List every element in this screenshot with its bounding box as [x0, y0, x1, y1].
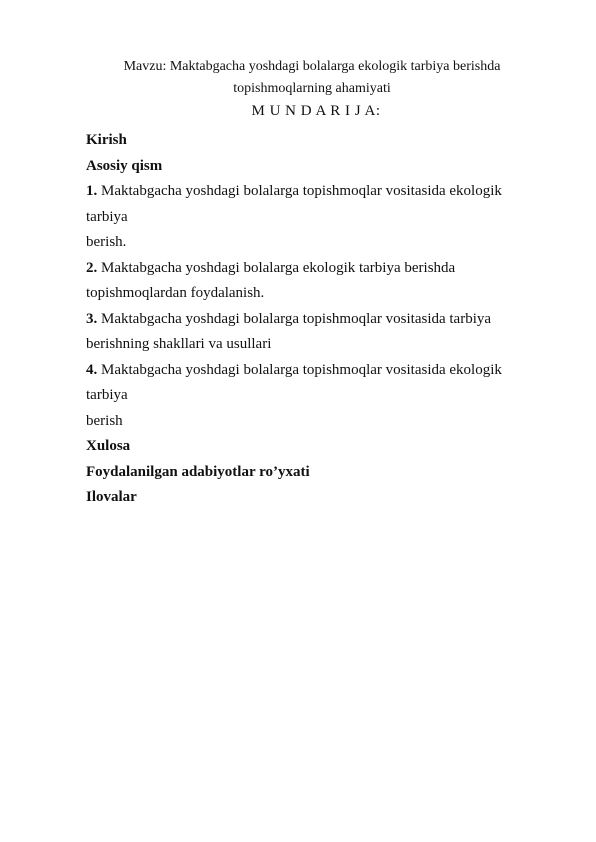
- topic-heading: [78, 56, 546, 100]
- toc-item-4-number: 4.: [86, 361, 98, 378]
- toc-entry-item-4-cont: berish: [86, 412, 123, 429]
- toc-entry-item-2-cont: topishmoqlardan foydalanish.: [86, 285, 265, 301]
- table-of-contents-title: M U N D A R I J A:: [251, 103, 381, 119]
- toc-item-4-line-1: Maktabgacha yoshdagi bolalarga topishmoqlar vositasida ekologik tarbiya: [86, 361, 502, 403]
- toc-entry-item-4: [86, 358, 546, 409]
- toc-entry-references: Foydalanilgan adabiyotlar ro’yxati: [86, 463, 310, 480]
- toc-entry-appendices: Ilovalar: [86, 489, 137, 505]
- toc-item-1-number: 1.: [86, 183, 98, 199]
- topic-line-1: Mavzu: Maktabgacha yoshdagi bolalarga ekologik tarbiya berishda: [123, 59, 501, 74]
- toc-item-3-number: 3.: [86, 310, 98, 327]
- toc-entry-conclusion: Xulosa: [86, 438, 131, 454]
- toc-entry-item-1: [86, 179, 546, 230]
- toc-entry-main-part: Asosiy qism: [86, 157, 163, 174]
- toc-entry-item-1-cont: berish.: [86, 234, 127, 250]
- toc-item-2-line-1: Maktabgacha yoshdagi bolalarga ekologik tarbiya berishda: [97, 259, 456, 276]
- toc-item-3-line-1: Maktabgacha yoshdagi bolalarga topishmoqlar vositasida tarbiya: [97, 310, 492, 327]
- toc-item-1-line-1: Maktabgacha yoshdagi bolalarga topishmoqlar vositasida ekologik tarbiya: [86, 183, 502, 225]
- toc-entry-item-3-cont: berishning shakllari va usullari: [86, 336, 272, 352]
- topic-line-2: topishmoqlarning ahamiyati: [233, 81, 391, 96]
- toc-entry-item-3: [86, 307, 546, 333]
- table-of-contents: [86, 128, 546, 511]
- toc-item-2-number: 2.: [86, 259, 98, 276]
- toc-entry-intro: Kirish: [86, 132, 127, 148]
- toc-entry-item-2: [86, 256, 546, 282]
